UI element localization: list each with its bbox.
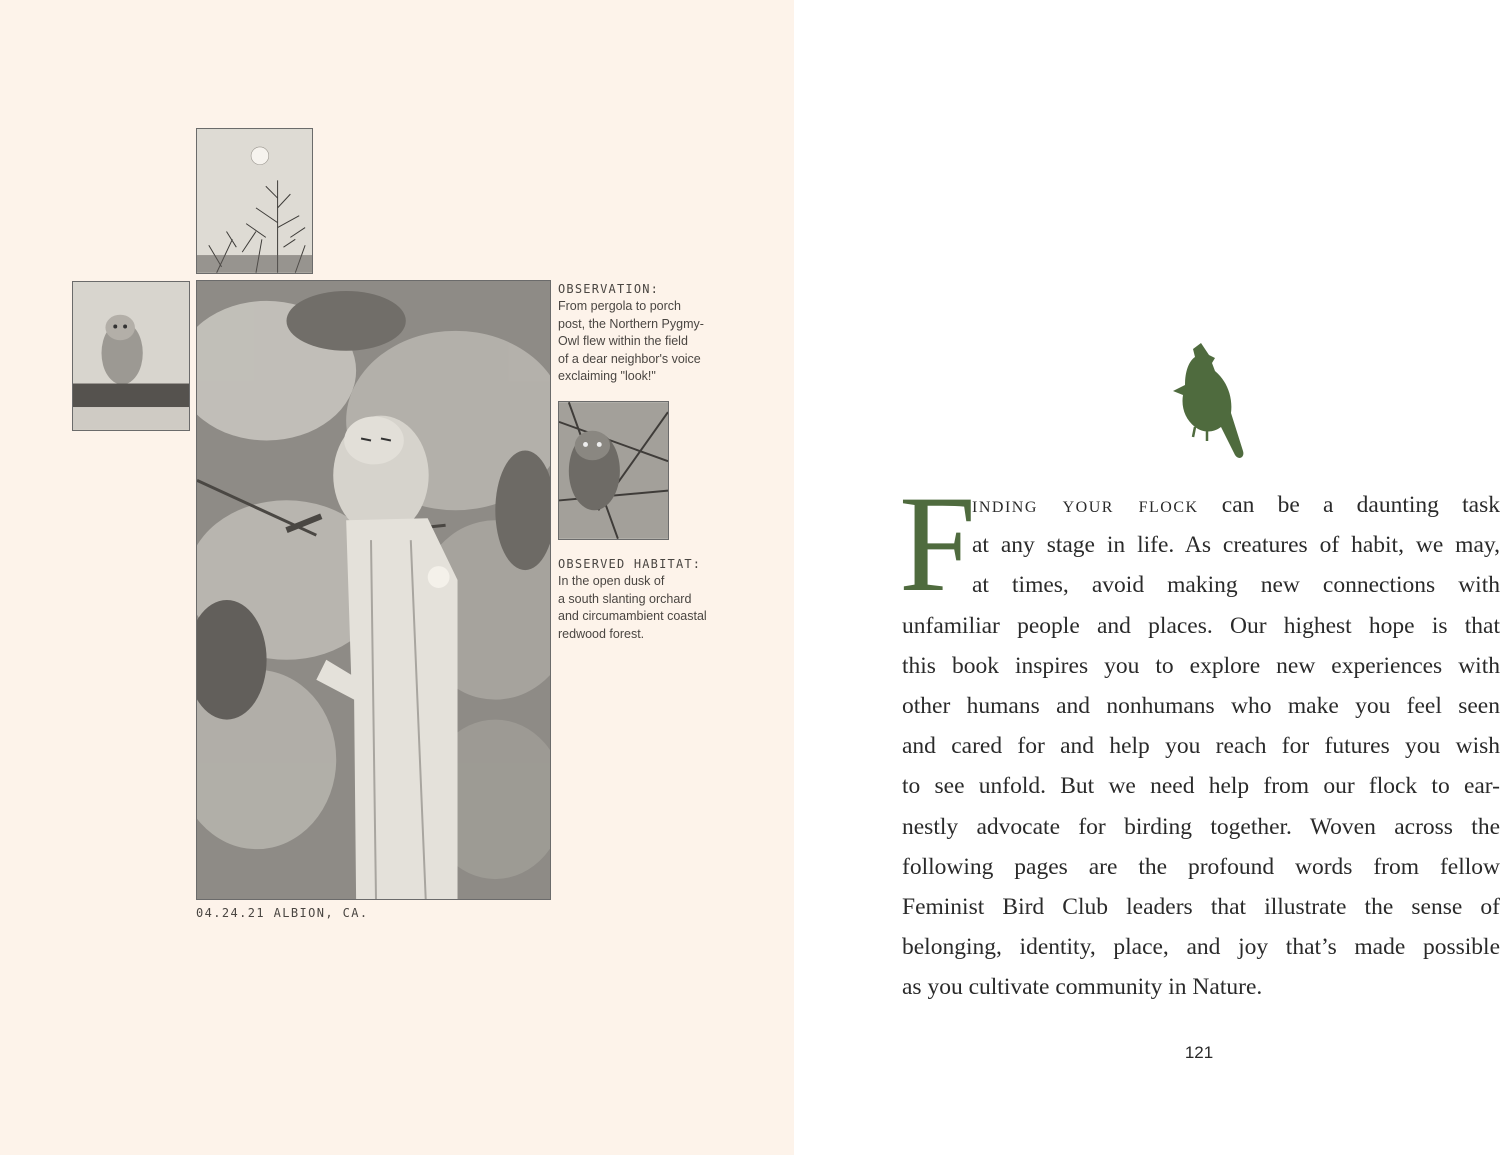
- paragraph-line: as you cultivate community in Nature.: [902, 974, 1263, 1001]
- observation-line: of a dear neighbor's voice: [558, 351, 701, 366]
- paragraph-line: belonging, identity, place, and joy that’s made possible: [902, 934, 1500, 961]
- page-number: 121: [1184, 1043, 1214, 1062]
- habitat-line: redwood forest.: [558, 626, 645, 641]
- observation-line: post, the Northern Pygmy-: [558, 316, 704, 331]
- owl-in-branches-panel: [558, 401, 669, 540]
- paragraph-line: at any stage in life. As creatures of habit, we may,: [972, 532, 1500, 559]
- right-page: [794, 0, 1500, 1155]
- paragraph-line: following pages are the profound words from fellow: [902, 853, 1500, 880]
- owl-main-illustration: [197, 281, 550, 899]
- owl-small-illustration: [73, 282, 189, 430]
- paragraph-line: Feminist Bird Club leaders that illustrate the sense of: [902, 894, 1500, 921]
- observation-notes: [558, 281, 728, 386]
- habitat-notes: [558, 556, 728, 643]
- moon-sketch-panel: [196, 128, 313, 274]
- paragraph-line: at times, avoid making new connections with: [972, 572, 1500, 599]
- paragraph-line: this book inspires you to explore new experiences with: [902, 652, 1500, 679]
- drop-cap: F: [899, 467, 976, 620]
- habitat-line: In the open dusk of: [558, 574, 665, 588]
- owl-on-rail-panel: [72, 281, 190, 431]
- intro-paragraph: [902, 485, 1500, 1008]
- owl-on-post-panel: [196, 280, 551, 900]
- habitat-line: and circumambient coastal: [558, 609, 707, 624]
- moon-branches-illustration: [197, 129, 312, 273]
- observation-line: exclaiming "look!": [558, 369, 656, 384]
- observation-line: Owl flew within the field: [558, 334, 688, 349]
- paragraph-line: to see unfold. But we need help from our flock to ear-: [902, 773, 1500, 800]
- date-location-caption: 04.24.21 ALBION, CA.: [196, 906, 369, 920]
- cardinal-icon: [1171, 341, 1245, 461]
- paragraph-line: [902, 485, 1500, 525]
- paragraph-line: and cared for and help you reach for futures you wish: [902, 733, 1500, 760]
- observation-line: From pergola to porch: [558, 299, 681, 313]
- owl-branches-illustration: [559, 402, 668, 539]
- lead-in-smallcaps: inding your flock: [972, 492, 1199, 518]
- paragraph-line: nestly advocate for birding together. Woven across the: [902, 813, 1500, 840]
- paragraph-line: other humans and nonhumans who make you feel seen: [902, 693, 1500, 720]
- observation-heading: OBSERVATION:: [558, 282, 660, 296]
- habitat-line: a south slanting orchard: [558, 591, 692, 606]
- habitat-heading: OBSERVED HABITAT:: [558, 557, 702, 571]
- paragraph-line-text: can be a daunting task: [1198, 492, 1500, 518]
- paragraph-line: unfamiliar people and places. Our highest hope is that: [902, 612, 1500, 639]
